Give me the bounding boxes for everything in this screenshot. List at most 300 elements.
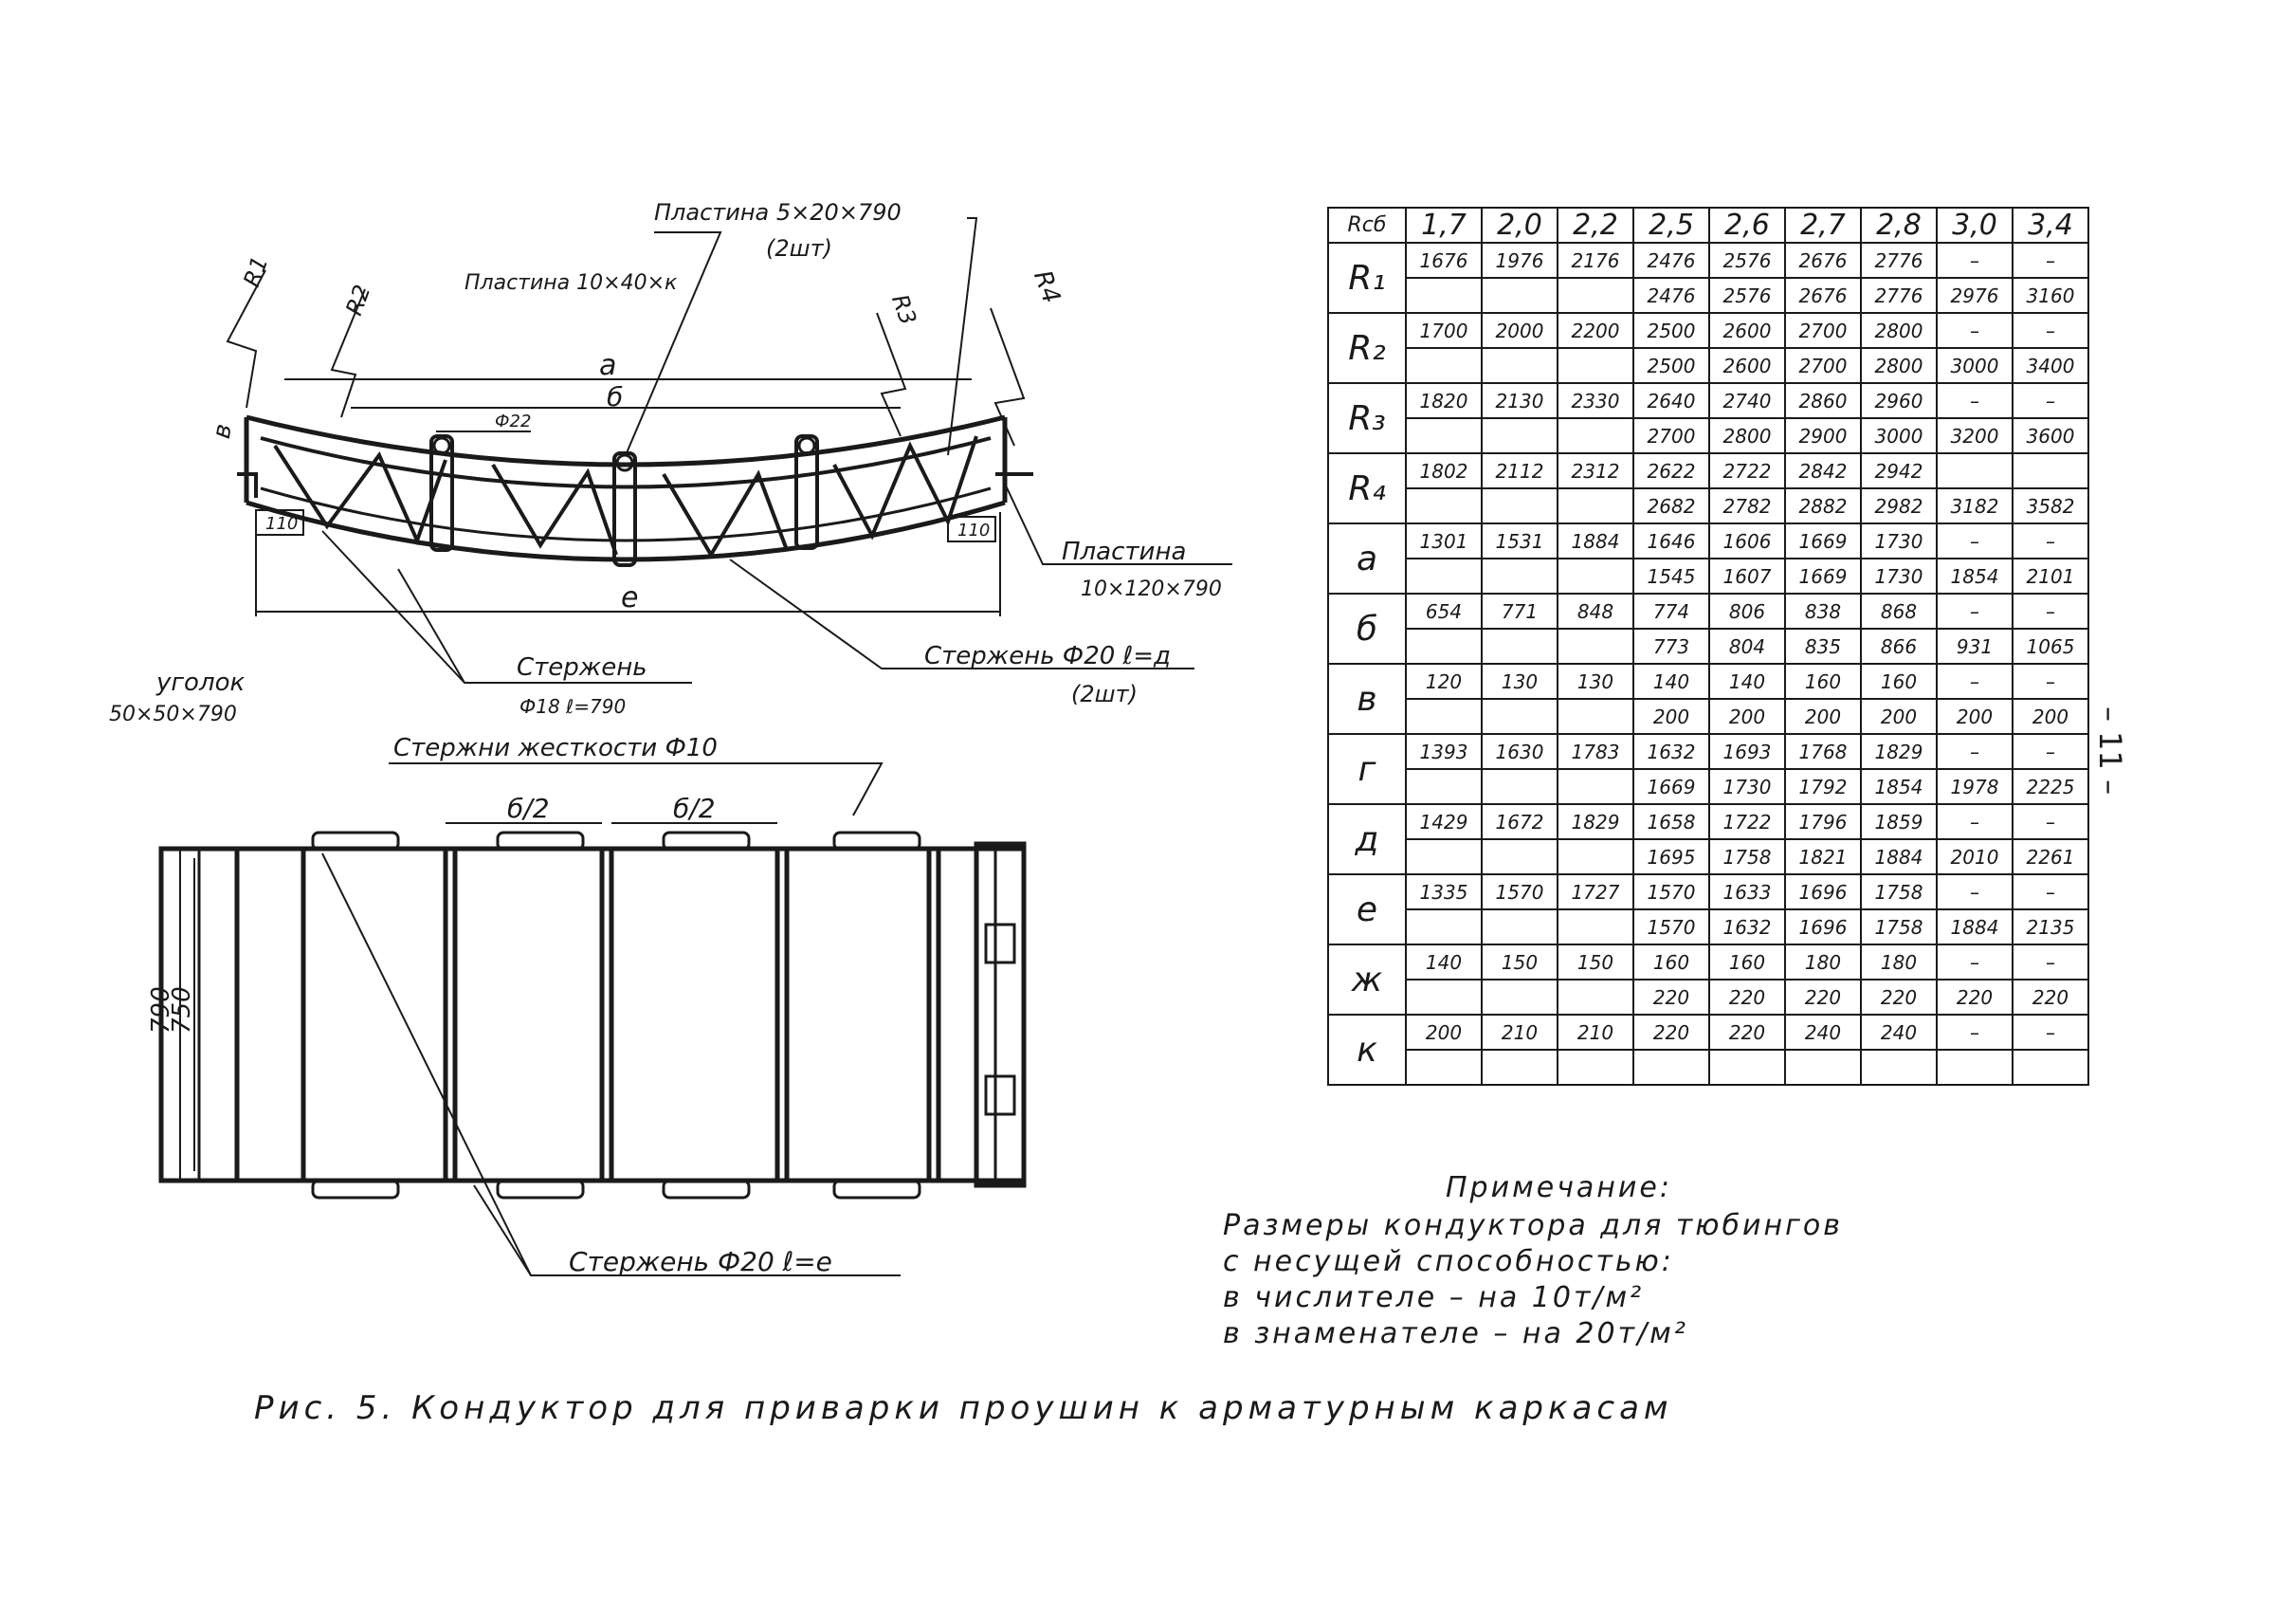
row-label: г: [1328, 734, 1406, 804]
table-cell-numerator: –: [2013, 1015, 2088, 1050]
dim-h790: 790: [147, 986, 175, 1034]
table-row: [1328, 313, 2088, 348]
callout-plate-top-qty: (2шт): [766, 235, 832, 262]
dim-r3: R3: [885, 290, 922, 329]
table-cell-numerator: 140: [1709, 664, 1785, 699]
table-cell-numerator: 1606: [1709, 523, 1785, 559]
table-cell-denominator: 804: [1709, 629, 1785, 664]
table-cell-numerator: 2842: [1785, 453, 1861, 488]
table-cell-numerator: –: [2013, 523, 2088, 559]
table-cell-numerator: 200: [1406, 1015, 1482, 1050]
table-cell-numerator: 130: [1558, 664, 1633, 699]
table-cell-denominator: [1861, 1050, 1937, 1085]
table-cell-numerator: 2476: [1633, 243, 1709, 278]
table-cell-denominator: 931: [1937, 629, 2013, 664]
table-cell-denominator: 2225: [2013, 769, 2088, 804]
callout-rod-f18-size: Ф18 ℓ=790: [519, 695, 627, 718]
table-cell-numerator: 240: [1861, 1015, 1937, 1050]
note-line-2: с несущей способностью:: [1223, 1245, 1674, 1278]
table-cell-numerator: –: [2013, 383, 2088, 418]
table-cell-numerator: 150: [1482, 944, 1558, 980]
column-header: 2,6: [1709, 208, 1785, 243]
table-cell-denominator: 2500: [1633, 348, 1709, 383]
table-cell-numerator: 1829: [1861, 734, 1937, 769]
table-cell-numerator: 806: [1709, 594, 1785, 629]
table-row: [1328, 488, 2088, 523]
dim-b: б: [607, 381, 624, 412]
table-cell-denominator: 1696: [1785, 909, 1861, 944]
table-cell-numerator: 1658: [1633, 804, 1709, 839]
table-cell-denominator: [1558, 699, 1633, 734]
table-cell-numerator: 1672: [1482, 804, 1558, 839]
table-cell-denominator: 3200: [1937, 418, 2013, 453]
table-cell-denominator: 2261: [2013, 839, 2088, 874]
table-cell-denominator: 1545: [1633, 559, 1709, 594]
table-cell-numerator: 210: [1558, 1015, 1633, 1050]
table-cell-numerator: –: [1937, 734, 2013, 769]
table-row: [1328, 559, 2088, 594]
table-cell-numerator: 848: [1558, 594, 1633, 629]
dim-phi22: Ф22: [495, 412, 532, 431]
table-cell-denominator: 3600: [2013, 418, 2088, 453]
table-cell-denominator: 2476: [1633, 278, 1709, 313]
table-cell-numerator: 2576: [1709, 243, 1785, 278]
table-cell-numerator: 1531: [1482, 523, 1558, 559]
table-cell-numerator: –: [2013, 874, 2088, 909]
table-cell-denominator: 1758: [1709, 839, 1785, 874]
dimensions-table: [1327, 207, 2089, 1086]
table-cell-numerator: [2013, 453, 2088, 488]
table-cell-numerator: 1696: [1785, 874, 1861, 909]
dim-a: а: [599, 349, 617, 382]
table-cell-numerator: –: [1937, 243, 2013, 278]
table-cell-numerator: 1758: [1861, 874, 1937, 909]
table-cell-denominator: 1632: [1709, 909, 1785, 944]
dim-r4: R4: [1027, 266, 1066, 308]
table-cell-denominator: [1406, 699, 1482, 734]
table-row: [1328, 594, 2088, 629]
row-label: ж: [1328, 944, 1406, 1015]
table-cell-denominator: 200: [1785, 699, 1861, 734]
table-cell-denominator: 1854: [1937, 559, 2013, 594]
table-cell-denominator: [1558, 488, 1633, 523]
table-cell-denominator: 2882: [1785, 488, 1861, 523]
table-cell-denominator: 2682: [1633, 488, 1709, 523]
table-cell-numerator: 2676: [1785, 243, 1861, 278]
table-cell-numerator: 2942: [1861, 453, 1937, 488]
table-cell-denominator: [1558, 769, 1633, 804]
table-cell-denominator: [1406, 418, 1482, 453]
table-cell-numerator: 1693: [1709, 734, 1785, 769]
table-cell-denominator: [2013, 1050, 2088, 1085]
callout-rod-f18: Стержень: [517, 653, 647, 682]
table-cell-numerator: 160: [1709, 944, 1785, 980]
table-cell-numerator: –: [2013, 664, 2088, 699]
table-cell-numerator: 2622: [1633, 453, 1709, 488]
table-row: [1328, 278, 2088, 313]
table-cell-numerator: 2312: [1558, 453, 1633, 488]
table-cell-denominator: 2976: [1937, 278, 2013, 313]
table-cell-numerator: 1335: [1406, 874, 1482, 909]
table-row: [1328, 909, 2088, 944]
table-cell-numerator: –: [2013, 313, 2088, 348]
table-cell-numerator: 1646: [1633, 523, 1709, 559]
table-cell-denominator: 200: [1633, 699, 1709, 734]
table-cell-numerator: 160: [1633, 944, 1709, 980]
table-cell-numerator: 2640: [1633, 383, 1709, 418]
table-cell-denominator: [1406, 769, 1482, 804]
column-header: 2,0: [1482, 208, 1558, 243]
table-cell-numerator: 2800: [1861, 313, 1937, 348]
table-cell-denominator: [1482, 629, 1558, 664]
dim-110-right: 110: [957, 521, 991, 541]
table-cell-denominator: 220: [2013, 980, 2088, 1015]
callout-plate-top: Пластина 5×20×790: [654, 199, 902, 226]
table-cell-denominator: 200: [1709, 699, 1785, 734]
table-cell-denominator: [1482, 348, 1558, 383]
table-row: [1328, 1015, 2088, 1050]
table-cell-denominator: 220: [1633, 980, 1709, 1015]
table-cell-numerator: 1829: [1558, 804, 1633, 839]
table-cell-denominator: [1558, 1050, 1633, 1085]
dim-e: е: [621, 581, 639, 614]
table-cell-denominator: 220: [1785, 980, 1861, 1015]
table-cell-denominator: 200: [1861, 699, 1937, 734]
table-cell-denominator: 3000: [1937, 348, 2013, 383]
column-header: 2,7: [1785, 208, 1861, 243]
table-row: [1328, 383, 2088, 418]
table-cell-denominator: [1785, 1050, 1861, 1085]
table-cell-numerator: 1802: [1406, 453, 1482, 488]
table-cell-numerator: 1570: [1482, 874, 1558, 909]
table-cell-denominator: 1695: [1633, 839, 1709, 874]
table-cell-numerator: –: [2013, 804, 2088, 839]
table-cell-denominator: 2700: [1633, 418, 1709, 453]
table-cell-numerator: 140: [1633, 664, 1709, 699]
row-label: б: [1328, 594, 1406, 664]
plan-view: [161, 823, 1024, 1275]
table-cell-numerator: 868: [1861, 594, 1937, 629]
table-cell-denominator: [1482, 488, 1558, 523]
table-body: [1328, 243, 2088, 1085]
table-cell-denominator: 220: [1709, 980, 1785, 1015]
table-cell-numerator: 774: [1633, 594, 1709, 629]
callout-stiff-rods: Стержни жесткости Ф10: [393, 734, 718, 762]
table-cell-numerator: 2112: [1482, 453, 1558, 488]
table-cell-denominator: [1482, 769, 1558, 804]
table-cell-denominator: 1884: [1861, 839, 1937, 874]
column-header: 2,2: [1558, 208, 1633, 243]
table-cell-denominator: 1792: [1785, 769, 1861, 804]
table-cell-numerator: 2330: [1558, 383, 1633, 418]
table-row: [1328, 734, 2088, 769]
table-cell-denominator: 200: [1937, 699, 2013, 734]
table-cell-denominator: [1558, 980, 1633, 1015]
table-cell-denominator: 2800: [1861, 348, 1937, 383]
row-label: к: [1328, 1015, 1406, 1085]
table-cell-numerator: 2776: [1861, 243, 1937, 278]
callout-rod-f20-2pcs-qty: (2шт): [1071, 681, 1138, 707]
table-row: [1328, 804, 2088, 839]
dim-half-b-1: б/2: [507, 793, 550, 824]
table-row: [1328, 874, 2088, 909]
row-label: е: [1328, 874, 1406, 944]
table-cell-numerator: 180: [1861, 944, 1937, 980]
table-cell-numerator: –: [1937, 944, 2013, 980]
note-line-1: Размеры кондуктора для тюбингов: [1223, 1209, 1843, 1242]
table-cell-numerator: 1700: [1406, 313, 1482, 348]
table-cell-denominator: [1558, 909, 1633, 944]
table-cell-denominator: 3582: [2013, 488, 2088, 523]
table-cell-denominator: 1669: [1633, 769, 1709, 804]
row-label: R₁: [1328, 243, 1406, 313]
table-cell-denominator: [1406, 348, 1482, 383]
table-cell-numerator: –: [1937, 804, 2013, 839]
table-cell-denominator: 835: [1785, 629, 1861, 664]
table-cell-denominator: [1558, 839, 1633, 874]
row-label: в: [1328, 664, 1406, 734]
table-cell-numerator: 120: [1406, 664, 1482, 699]
table-cell-denominator: 1669: [1785, 559, 1861, 594]
table-cell-numerator: 1301: [1406, 523, 1482, 559]
table-cell-numerator: 1783: [1558, 734, 1633, 769]
table-cell-denominator: [1558, 278, 1633, 313]
callout-angle: уголок: [156, 669, 246, 697]
table-cell-denominator: [1558, 348, 1633, 383]
row-label: д: [1328, 804, 1406, 874]
table-cell-numerator: 240: [1785, 1015, 1861, 1050]
table-cell-denominator: [1406, 488, 1482, 523]
table-cell-denominator: [1482, 559, 1558, 594]
table-cell-numerator: 1727: [1558, 874, 1633, 909]
table-cell-numerator: 1976: [1482, 243, 1558, 278]
table-cell-numerator: 1768: [1785, 734, 1861, 769]
table-cell-numerator: –: [2013, 944, 2088, 980]
dim-half-b-2: б/2: [673, 793, 716, 824]
note-line-4: в знаменателе – на 20т/м²: [1223, 1317, 1688, 1350]
table-cell-denominator: 3160: [2013, 278, 2088, 313]
table-cell-numerator: 2860: [1785, 383, 1861, 418]
table-cell-denominator: [1406, 559, 1482, 594]
table-cell-denominator: 2782: [1709, 488, 1785, 523]
table-cell-numerator: –: [1937, 523, 2013, 559]
table-cell-denominator: [1937, 1050, 2013, 1085]
table-row: [1328, 699, 2088, 734]
table-cell-numerator: 1820: [1406, 383, 1482, 418]
table-cell-numerator: –: [2013, 243, 2088, 278]
figure-caption: Рис. 5. Кондуктор для приварки проушин к арматурным каркасам: [254, 1389, 1673, 1427]
table-cell-denominator: 1978: [1937, 769, 2013, 804]
table-cell-denominator: 2800: [1709, 418, 1785, 453]
dim-r1: R1: [238, 252, 274, 291]
table-cell-numerator: –: [2013, 594, 2088, 629]
table-cell-numerator: 180: [1785, 944, 1861, 980]
table-cell-numerator: –: [2013, 734, 2088, 769]
table-row: [1328, 664, 2088, 699]
side-view: [228, 218, 1232, 816]
table-cell-denominator: [1406, 909, 1482, 944]
table-cell-denominator: 773: [1633, 629, 1709, 664]
table-cell-numerator: 2722: [1709, 453, 1785, 488]
column-header: 1,7: [1406, 208, 1482, 243]
dim-110-left: 110: [265, 514, 299, 534]
table-cell-denominator: [1558, 418, 1633, 453]
table-cell-numerator: 1429: [1406, 804, 1482, 839]
table-cell-numerator: 140: [1406, 944, 1482, 980]
table-cell-numerator: 2600: [1709, 313, 1785, 348]
table-cell-numerator: 1676: [1406, 243, 1482, 278]
table-cell-numerator: 2130: [1482, 383, 1558, 418]
table-cell-numerator: 2000: [1482, 313, 1558, 348]
column-header: 2,8: [1861, 208, 1937, 243]
table-cell-denominator: [1482, 980, 1558, 1015]
table-cell-denominator: 3400: [2013, 348, 2088, 383]
table-row: [1328, 980, 2088, 1015]
table-cell-denominator: 1570: [1633, 909, 1709, 944]
table-cell-denominator: 2676: [1785, 278, 1861, 313]
table-row: [1328, 944, 2088, 980]
table-cell-numerator: 654: [1406, 594, 1482, 629]
table-cell-numerator: –: [1937, 874, 2013, 909]
dim-r2: R2: [340, 281, 376, 320]
table-cell-denominator: 2600: [1709, 348, 1785, 383]
table-cell-denominator: 1884: [1937, 909, 2013, 944]
note-line-3: в числителе – на 10т/м²: [1223, 1281, 1645, 1314]
table-cell-denominator: 2010: [1937, 839, 2013, 874]
table-cell-numerator: 2960: [1861, 383, 1937, 418]
table-cell-numerator: 1796: [1785, 804, 1861, 839]
table-cell-numerator: 1730: [1861, 523, 1937, 559]
table-cell-numerator: 2500: [1633, 313, 1709, 348]
table-cell-denominator: [1406, 629, 1482, 664]
table-cell-denominator: [1406, 1050, 1482, 1085]
table-cell-numerator: 1722: [1709, 804, 1785, 839]
row-label: R₃: [1328, 383, 1406, 453]
column-header: 3,0: [1937, 208, 2013, 243]
table-cell-numerator: –: [1937, 383, 2013, 418]
table-row: [1328, 839, 2088, 874]
table-cell-denominator: [1558, 629, 1633, 664]
table-cell-numerator: 1393: [1406, 734, 1482, 769]
callout-rod-f20-2pcs: Стержень Ф20 ℓ=д: [924, 642, 1172, 670]
table-cell-numerator: 1633: [1709, 874, 1785, 909]
table-cell-denominator: [1558, 559, 1633, 594]
table-cell-denominator: [1482, 278, 1558, 313]
table-cell-numerator: 838: [1785, 594, 1861, 629]
column-header: 2,5: [1633, 208, 1709, 243]
table-cell-denominator: 2776: [1861, 278, 1937, 313]
note-title: Примечание:: [1446, 1171, 1672, 1204]
table-cell-denominator: [1482, 418, 1558, 453]
table-cell-denominator: 2700: [1785, 348, 1861, 383]
table-cell-denominator: [1406, 278, 1482, 313]
table-cell-denominator: 1758: [1861, 909, 1937, 944]
table-cell-denominator: 1821: [1785, 839, 1861, 874]
callout-plate-right-size: 10×120×790: [1081, 577, 1222, 601]
table-cell-denominator: 2101: [2013, 559, 2088, 594]
page-number: – 11 –: [2092, 706, 2128, 796]
table-header-row: [1328, 208, 2088, 243]
table-row: [1328, 243, 2088, 278]
table-cell-numerator: –: [1937, 664, 2013, 699]
table-cell-denominator: 220: [1937, 980, 2013, 1015]
table-cell-numerator: 1630: [1482, 734, 1558, 769]
dim-h750: 750: [168, 986, 196, 1034]
row-label: R₂: [1328, 313, 1406, 383]
table-cell-denominator: 220: [1861, 980, 1937, 1015]
callout-plate-10x40: Пластина 10×40×к: [465, 271, 678, 295]
callout-angle-size: 50×50×790: [109, 703, 237, 726]
callout-rod-f20-e: Стержень Ф20 ℓ=е: [569, 1246, 832, 1277]
table-cell-numerator: 1859: [1861, 804, 1937, 839]
table-cell-numerator: –: [1937, 313, 2013, 348]
table-cell-numerator: 771: [1482, 594, 1558, 629]
table-cell-denominator: 2982: [1861, 488, 1937, 523]
table-cell-denominator: 3182: [1937, 488, 2013, 523]
table-cell-numerator: 1570: [1633, 874, 1709, 909]
table-cell-denominator: [1482, 839, 1558, 874]
callout-plate-right: Пластина: [1062, 538, 1187, 566]
table-cell-numerator: 130: [1482, 664, 1558, 699]
table-cell-numerator: –: [1937, 594, 2013, 629]
table-cell-denominator: 2135: [2013, 909, 2088, 944]
table-cell-numerator: 220: [1633, 1015, 1709, 1050]
table-corner-label: Rсб: [1328, 208, 1406, 243]
table-cell-denominator: 1607: [1709, 559, 1785, 594]
table-cell-denominator: [1406, 980, 1482, 1015]
table-cell-numerator: 1669: [1785, 523, 1861, 559]
table-cell-numerator: 2200: [1558, 313, 1633, 348]
table-row: [1328, 348, 2088, 383]
row-label: R₄: [1328, 453, 1406, 523]
table-cell-denominator: 1065: [2013, 629, 2088, 664]
table-cell-numerator: [1937, 453, 2013, 488]
table-row: [1328, 453, 2088, 488]
table-cell-numerator: 1884: [1558, 523, 1633, 559]
table-cell-denominator: 200: [2013, 699, 2088, 734]
table-cell-numerator: –: [1937, 1015, 2013, 1050]
table-cell-numerator: 160: [1861, 664, 1937, 699]
table-cell-denominator: 1730: [1861, 559, 1937, 594]
table-cell-numerator: 210: [1482, 1015, 1558, 1050]
row-label: а: [1328, 523, 1406, 594]
table-row: [1328, 1050, 2088, 1085]
table-cell-denominator: [1709, 1050, 1785, 1085]
table-cell-denominator: [1633, 1050, 1709, 1085]
table-cell-denominator: [1406, 839, 1482, 874]
table-cell-numerator: 160: [1785, 664, 1861, 699]
dim-v: в: [207, 421, 239, 441]
table-row: [1328, 769, 2088, 804]
table-row: [1328, 418, 2088, 453]
table-cell-denominator: 866: [1861, 629, 1937, 664]
table-cell-numerator: 2740: [1709, 383, 1785, 418]
table-cell-denominator: [1482, 909, 1558, 944]
table-cell-numerator: 2176: [1558, 243, 1633, 278]
table-row: [1328, 523, 2088, 559]
table-cell-denominator: 2576: [1709, 278, 1785, 313]
table-cell-denominator: [1482, 699, 1558, 734]
table-cell-denominator: 1730: [1709, 769, 1785, 804]
table-cell-numerator: 220: [1709, 1015, 1785, 1050]
table-cell-numerator: 150: [1558, 944, 1633, 980]
table-cell-denominator: 3000: [1861, 418, 1937, 453]
table-row: [1328, 629, 2088, 664]
table-cell-denominator: [1482, 1050, 1558, 1085]
table-cell-denominator: 1854: [1861, 769, 1937, 804]
column-header: 3,4: [2013, 208, 2088, 243]
table-cell-denominator: 2900: [1785, 418, 1861, 453]
